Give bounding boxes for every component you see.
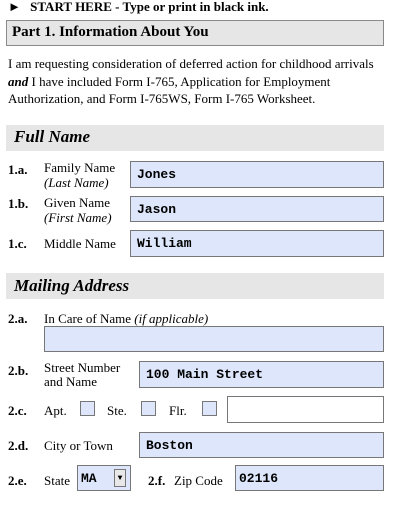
- city-label: City or Town: [44, 438, 113, 453]
- item-number-1b: 1.b.: [8, 196, 29, 211]
- given-name-field[interactable]: Jason: [130, 196, 384, 222]
- street-field[interactable]: 100 Main Street: [139, 361, 384, 388]
- city-field[interactable]: Boston: [139, 432, 384, 458]
- family-name-field[interactable]: Jones: [130, 161, 384, 188]
- state-value: MA: [81, 470, 97, 486]
- item-number-2b: 2.b.: [8, 363, 29, 378]
- care-of-name-field[interactable]: [44, 326, 384, 352]
- intro-paragraph: I am requesting consideration of deferred action for childhood arrivals and I have included Form I-765, Application for Employment Authorization, and Form I-765WS, Form I-765 Worksheet.: [8, 56, 374, 106]
- full-name-section-title: Full Name: [14, 127, 91, 146]
- play-arrow-icon: ►: [8, 0, 21, 14]
- given-name-label: Given Name (First Name): [44, 195, 112, 225]
- family-name-label: Family Name (Last Name): [44, 160, 116, 190]
- zip-code-label: Zip Code: [174, 473, 223, 488]
- item-number-1a: 1.a.: [8, 162, 28, 177]
- middle-name-label: Middle Name: [44, 236, 116, 251]
- item-number-1c: 1.c.: [8, 236, 27, 251]
- apt-checkbox[interactable]: [80, 401, 95, 416]
- item-number-2c: 2.c.: [8, 403, 27, 418]
- state-select[interactable]: [77, 465, 131, 491]
- start-here-instruction: ► START HERE - Type or print in black ink.: [8, 0, 269, 14]
- apt-label: Apt.: [44, 403, 67, 418]
- ste-checkbox[interactable]: [141, 401, 156, 416]
- item-number-2f: 2.f.: [148, 473, 166, 488]
- ste-label: Ste.: [107, 403, 127, 418]
- intro-emphasis: and: [8, 73, 29, 89]
- item-number-2e: 2.e.: [8, 473, 27, 488]
- item-number-2a: 2.a.: [8, 311, 28, 326]
- dropdown-arrow-icon[interactable]: ▼: [114, 469, 126, 487]
- state-label: State: [44, 473, 70, 488]
- unit-number-field[interactable]: [227, 396, 384, 423]
- flr-checkbox[interactable]: [202, 401, 217, 416]
- flr-label: Flr.: [169, 403, 187, 418]
- middle-name-field[interactable]: William: [130, 230, 384, 257]
- zip-code-field[interactable]: 02116: [235, 465, 384, 491]
- care-of-name-label: In Care of Name (if applicable): [44, 311, 209, 326]
- street-label: Street Number and Name: [44, 360, 121, 389]
- part-title: Part 1. Information About You: [12, 24, 209, 40]
- item-number-2d: 2.d.: [8, 438, 29, 453]
- mailing-address-section-title: Mailing Address: [14, 276, 130, 295]
